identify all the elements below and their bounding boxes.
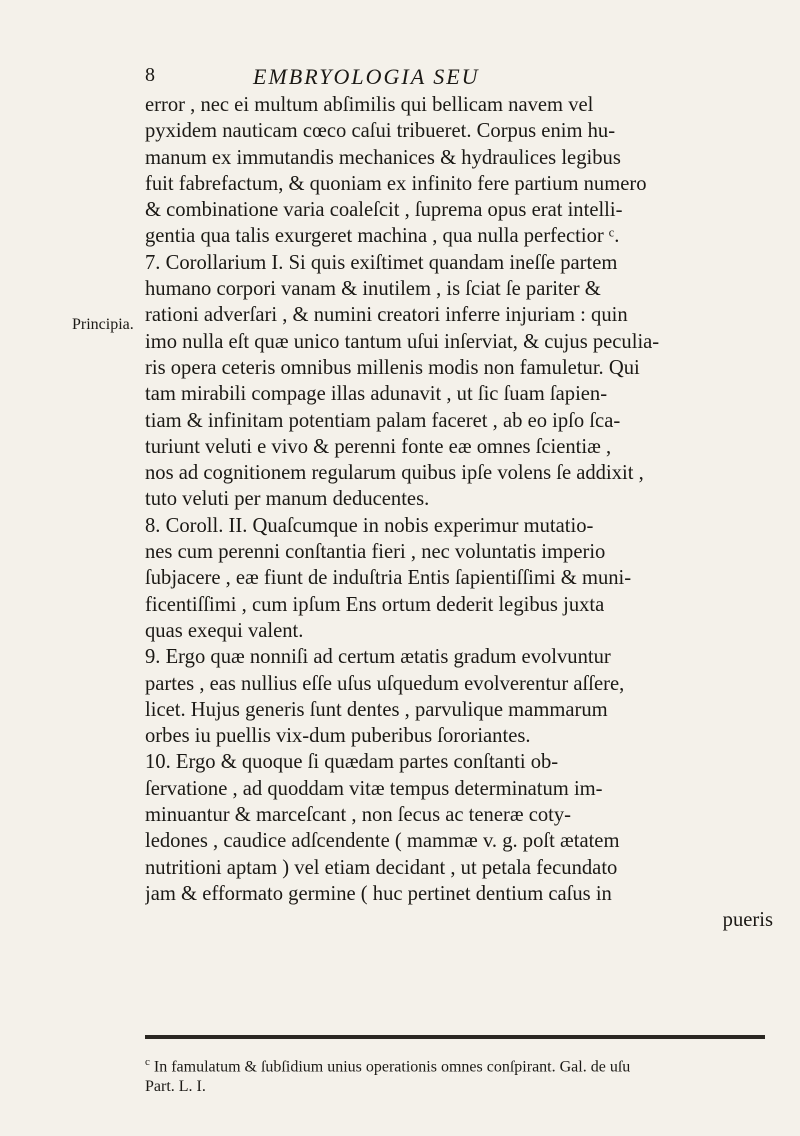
text-line: fuit fabrefactum, & quoniam ex infinito fere partium numero [145,172,647,195]
text-line: 8. Coroll. II. Quaſcumque in nobis experimur mutatio- [145,514,594,537]
text-line: ſervatione , ad quoddam vitæ tempus determinatum im- [145,777,603,800]
text-line: 10. Ergo & quoque ſi quædam partes conſtanti ob- [145,751,559,774]
text-line: error , nec ei multum abſimilis qui bellicam navem vel [145,94,594,116]
text-line: ficentiſſimi , cum ipſum Ens ortum dederit legibus juxta [145,593,605,616]
text-line: ris opera ceteris omnibus millenis modis non famuletur. Qui [145,356,640,379]
text-line: nes cum perenni conſtantia fieri , nec voluntatis imperio [145,541,606,564]
text-line: tam mirabili compage illas adunavit , ut ſic ſuam ſapien- [145,383,608,406]
catchword: pueris [722,909,773,932]
footnote-text: In famulatum & ſubſidium unius operationis omnes conſpirant. Gal. de uſu [153,1058,631,1076]
text-line: tuto veluti per manum deducentes. [145,488,430,511]
text-line: jam & efformato germine ( huc pertinet dentium caſus in [145,882,612,905]
footnote [145,1052,770,1097]
text-line: minuantur & marceſcant , non ſecus ac teneræ coty- [145,804,572,827]
text-line: nos ad cognitionem regularum quibus ipſe volens ſe addixit , [145,462,644,485]
text-line: turiunt veluti e vivo & perenni fonte eæ omnes ſcientiæ , [145,435,612,458]
page-header [145,64,765,94]
text-line: partes , eas nullius eſſe uſus uſquedum evolverentur aſſere, [145,672,625,695]
text-line: tiam & infinitam potentiam palam faceret , ab eo ipſo ſca- [145,409,621,432]
text-line: 9. Ergo quæ nonniſi ad certum ætatis gradum evolvuntur [145,646,611,669]
text-line: licet. Hujus generis ſunt dentes , parvulique mammarum [145,698,608,721]
text-line: 7. Corollarium I. Si quis exiſtimet quandam ineſſe partem [145,251,618,274]
footnote-marker: c [145,1056,150,1068]
text-line: ſubjacere , eæ fiunt de induſtria Entis ſapientiſſimi & muni- [145,567,632,590]
text-line: pyxidem nauticam cœco caſui tribueret. Corpus enim hu- [145,120,616,143]
text-line: manum ex immutandis mechanices & hydraulices legibus [145,146,621,169]
body-text [145,92,773,934]
text-line: & combinatione varia coaleſcit , ſuprema opus erat intelli- [145,199,623,222]
text-line: nutritioni aptam ) vel etiam decidant , ut petala fecundato [145,856,618,879]
footnote-rule [145,1035,765,1039]
footnote-line [145,1052,770,1077]
text-line: gentia qua talis exurgeret machina , qua nulla perfectior ᶜ. [145,225,620,248]
text-line: quas exequi valent. [145,619,304,642]
footnote-line: Part. L. I. [145,1078,206,1096]
text-line: humano corpori vanam & inutilem , is ſciat ſe pariter & [145,278,601,301]
text-line: rationi adverſari , & numini creatori inferre injuriam : quin [145,304,628,327]
page-number: 8 [145,64,155,86]
text-line: orbes iu puellis vix-dum puberibus ſororiantes. [145,725,531,748]
running-title: EMBRYOLOGIA SEU [253,64,480,89]
text-line: ledones , caudice adſcendente ( mammæ v. g. poſt ætatem [145,830,620,853]
text-line: imo nulla eſt quæ unico tantum uſui inſerviat, & cujus peculia- [145,330,660,353]
margin-note: Principia. [72,316,134,333]
